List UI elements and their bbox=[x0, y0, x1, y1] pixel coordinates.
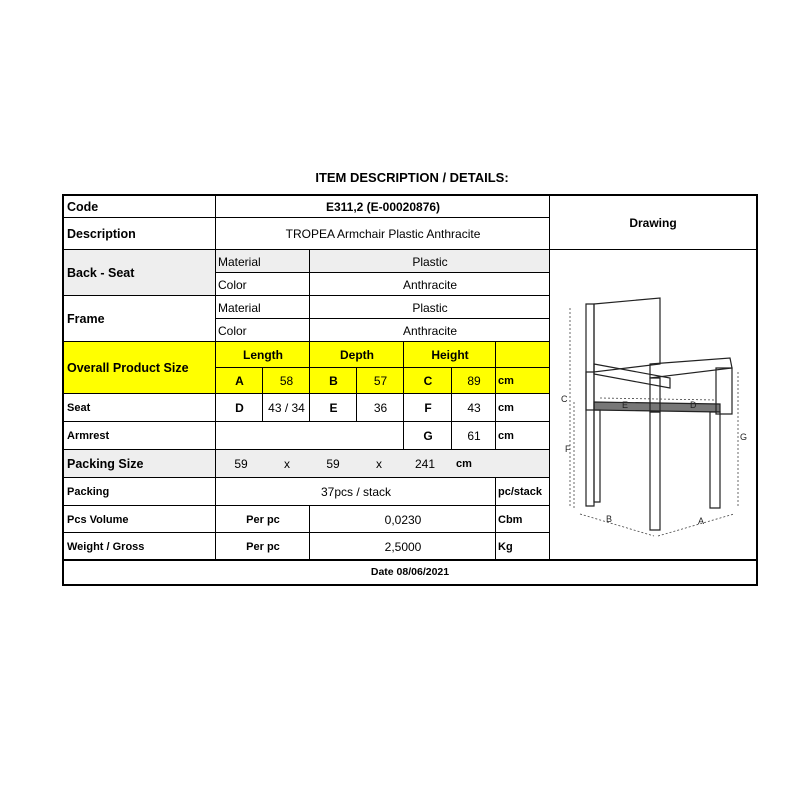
height-header: Height bbox=[404, 342, 496, 368]
code-value: E311,2 (E-00020876) bbox=[325, 200, 441, 214]
dim-d-letter: D bbox=[235, 401, 244, 415]
dim-d-value: 43 / 34 bbox=[268, 401, 305, 415]
packing-value: 37pcs / stack bbox=[320, 485, 392, 499]
packing-size-unit: cm bbox=[456, 458, 472, 470]
back-seat-color: Anthracite bbox=[402, 277, 458, 292]
drawing-letter-c: C bbox=[561, 394, 568, 404]
dim-g-letter: G bbox=[423, 429, 433, 443]
drawing-letter-d: D bbox=[690, 400, 697, 410]
packing-unit: pc/stack bbox=[498, 486, 543, 498]
dim-g-value: 61 bbox=[467, 429, 481, 443]
drawing-letter-e: E bbox=[622, 400, 629, 410]
frame-color: Anthracite bbox=[402, 323, 458, 338]
dim-a-value: 58 bbox=[263, 368, 310, 394]
dim-e-letter: E bbox=[329, 401, 338, 415]
weight-label: Weight / Gross bbox=[67, 540, 145, 553]
date-footer: Date 08/06/2021 bbox=[370, 566, 450, 578]
pcs-volume-unit: Cbm bbox=[498, 513, 523, 526]
drawing-letter-g: G bbox=[740, 432, 748, 442]
dim-f-value: 43 bbox=[467, 401, 481, 415]
dim-b-value: 57 bbox=[357, 368, 404, 394]
armrest-label: Armrest bbox=[67, 430, 110, 442]
dim-c-value: 89 bbox=[452, 368, 496, 394]
weight-value: 2,5000 bbox=[384, 539, 422, 554]
drawing-letter-b: B bbox=[606, 514, 613, 524]
dim-f-letter: F bbox=[424, 401, 432, 415]
frame-material: Plastic bbox=[412, 300, 448, 315]
description-value: TROPEA Armchair Plastic Anthracite bbox=[285, 227, 481, 241]
length-header: Length bbox=[216, 342, 310, 368]
packing-height: 241 bbox=[414, 457, 436, 471]
frame-color-label: Color bbox=[218, 323, 247, 338]
overall-size-blank bbox=[496, 342, 550, 368]
packing-size-values bbox=[216, 450, 550, 478]
seat-unit: cm bbox=[498, 402, 514, 414]
drawing-label: Drawing bbox=[629, 216, 677, 230]
overall-size-unit: cm bbox=[496, 368, 550, 394]
overall-size-label: Overall Product Size bbox=[64, 342, 216, 394]
spec-sheet bbox=[62, 194, 758, 586]
packing-x1: x bbox=[284, 457, 290, 471]
frame-label: Frame bbox=[67, 312, 105, 326]
dim-c-letter: C bbox=[404, 368, 452, 394]
pcs-volume-value: 0,0230 bbox=[384, 512, 422, 527]
drawing-letter-a: A bbox=[698, 516, 705, 526]
armrest-unit: cm bbox=[498, 430, 514, 442]
packing-width: 59 bbox=[326, 457, 340, 471]
packing-x2: x bbox=[376, 457, 382, 471]
drawing-letter-f: F bbox=[565, 444, 571, 454]
pcs-volume-per: Per pc bbox=[246, 513, 280, 526]
packing-length: 59 bbox=[234, 457, 248, 471]
packing-size-label: Packing Size bbox=[64, 450, 216, 478]
packing-label: Packing bbox=[67, 486, 110, 498]
weight-unit: Kg bbox=[498, 540, 513, 553]
seat-label: Seat bbox=[67, 402, 91, 414]
depth-header: Depth bbox=[310, 342, 404, 368]
back-seat-color-label: Color bbox=[218, 277, 247, 292]
pcs-volume-label: Pcs Volume bbox=[67, 513, 129, 526]
dim-e-value: 36 bbox=[373, 401, 388, 415]
dim-a-letter: A bbox=[216, 368, 263, 394]
back-seat-material: Plastic bbox=[310, 250, 550, 273]
dim-b-letter: B bbox=[310, 368, 357, 394]
weight-per: Per pc bbox=[246, 540, 280, 553]
page-title: ITEM DESCRIPTION / DETAILS: bbox=[315, 170, 509, 185]
back-seat-label: Back - Seat bbox=[64, 250, 216, 296]
code-label: Code bbox=[67, 200, 99, 214]
frame-material-label: Material bbox=[218, 300, 261, 315]
armchair-drawing bbox=[550, 252, 756, 560]
back-seat-material-label: Material bbox=[216, 250, 310, 273]
description-label: Description bbox=[67, 227, 136, 241]
